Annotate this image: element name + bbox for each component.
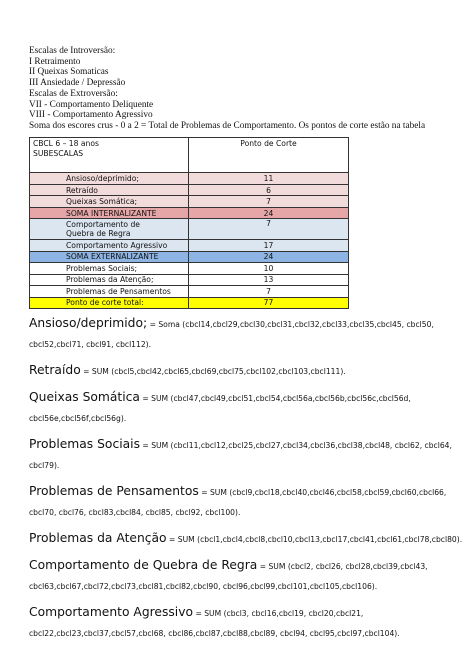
table-row [30,219,349,240]
intro-text [29,46,469,132]
header-left-line1: CBCL 6 – 18 anos [33,139,99,148]
formula-title: Queixas Somática [29,390,140,404]
row-label: Ponto de corte total: [30,297,189,309]
intro-line: II Queixas Somaticas [29,67,109,78]
row-label: Problemas da Atenção; [30,274,189,285]
intro-line: VII - Comportamento Deliquente [29,99,154,110]
table-header-cutoff: Ponto de Corte [189,138,349,173]
row-label: SOMA EXTERNALIZANTE [30,251,189,262]
formula-title: Ansioso/deprimido; [29,316,148,330]
row-value: 6 [189,184,349,195]
table-row [30,173,349,184]
table-row [30,263,349,274]
row-label: Ansioso/deprimido; [30,173,189,184]
table-row [30,184,349,195]
row-label: Comportamento Agressivo [30,240,189,251]
formula-title: Comportamento de Quebra de Regra [29,558,258,572]
formula-body: = SUM (cbcl5,cbcl42,cbcl65,cbcl69,cbcl75,cbcl102,cbcl103,cbcl111). [80,367,346,376]
formula-title: Comportamento Agressivo [29,605,194,619]
table-header-row [30,138,349,173]
formula-body: = SUM (cbcl47,cbcl49,cbcl51,cbcl54,cbcl56a,cbcl56b,cbcl56c,cbcl56d, cbcl56e,cbcl56f,cbcl56g). [29,394,411,423]
formula-title: Problemas de Pensamentos [29,484,199,498]
row-label: Problemas Sociais; [30,263,189,274]
table-body [30,173,349,309]
formula-title: Retraído [29,363,81,377]
formula-title: Problemas da Atenção [29,531,167,545]
table-row [30,274,349,285]
cutoff-table [29,137,349,309]
row-value: 7 [189,286,349,297]
row-value: 17 [189,240,349,251]
row-value: 11 [189,173,349,184]
formula-body: = Soma (cbcl14,cbcl29,cbcl30,cbcl31,cbcl32,cbcl33,cbcl35,cbcl45, cbcl50, cbcl52,cbcl71, cbcl91, cbcl112). [29,320,434,349]
formula-title: Problemas Sociais [29,437,140,451]
formula-block [29,386,469,426]
row-label: SOMA INTERNALIZANTE [30,207,189,218]
formula-block [29,554,469,594]
formula-body: = SUM (cbcl9,cbcl18,cbcl40,cbcl46,cbcl58,cbcl59,cbcl60,cbcl66, cbcl70, cbcl76, cbcl83,cbcl84, cbcl85, cbcl92, cbcl100). [29,488,447,517]
row-value: 7 [189,196,349,207]
formula-body: = SUM (cbcl11,cbcl12,cbcl25,cbcl27,cbcl34,cbcl36,cbcl38,cbcl48, cbcl62, cbcl64, cbcl79). [29,441,452,470]
table-row [30,196,349,207]
row-value: 24 [189,251,349,262]
intro-line: III Ansiedade / Depressão [29,78,126,89]
intro-line: Escalas de Introversão: [29,46,116,56]
row-value: 24 [189,207,349,218]
row-value: 13 [189,274,349,285]
row-value: 7 [189,219,349,240]
formula-block [29,480,469,520]
formula-body: = SUM (cbcl3, cbcl16,cbcl19, cbcl20,cbcl21, cbcl22,cbcl23,cbcl37,cbcl57,cbcl68, cbcl86,cbcl87,cbcl88,cbcl89, cbcl94, cbcl95,cbcl97,cbcl104). [29,609,400,638]
row-label: Comportamento de Quebra de Regra [30,219,189,240]
table-row [30,240,349,251]
formula-body: = SUM (cbcl1,cbcl4,cbcl8,cbcl10,cbcl13,cbcl17,cbcl41,cbcl61,cbcl78,cbcl80). [166,535,463,544]
table-row [30,297,349,309]
formula-block [29,312,469,352]
table-row [30,251,349,262]
table-row [30,286,349,297]
formula-block [29,601,469,641]
intro-line: I Retraimento [29,56,81,67]
formula-block [29,359,469,379]
row-label: Retraído [30,184,189,195]
header-left-line2: SUBESCALAS [33,149,84,158]
formula-list [29,312,469,648]
intro-line: VIII - Comportamento Agressivo [29,110,153,121]
row-label: Queixas Somática; [30,196,189,207]
row-value: 77 [189,297,349,309]
row-value: 10 [189,263,349,274]
intro-line: Escalas de Extroversão: [29,88,118,99]
intro-line: Soma dos escores crus - 0 a 2 = Total de Problemas de Comportamento. Os pontos de corte estão na tabela [29,120,426,131]
formula-block [29,527,469,547]
table-row [30,207,349,218]
table-header-subscales [30,138,189,173]
formula-block [29,433,469,473]
formula-body: = SUM (cbcl2, cbcl26, cbcl28,cbcl39,cbcl43, cbcl63,cbcl67,cbcl72,cbcl73,cbcl81,cbcl82,cbcl90, cbcl96,cbcl99,cbcl101,cbcl105,cbcl106). [29,562,428,591]
row-label: Problemas de Pensamentos [30,286,189,297]
